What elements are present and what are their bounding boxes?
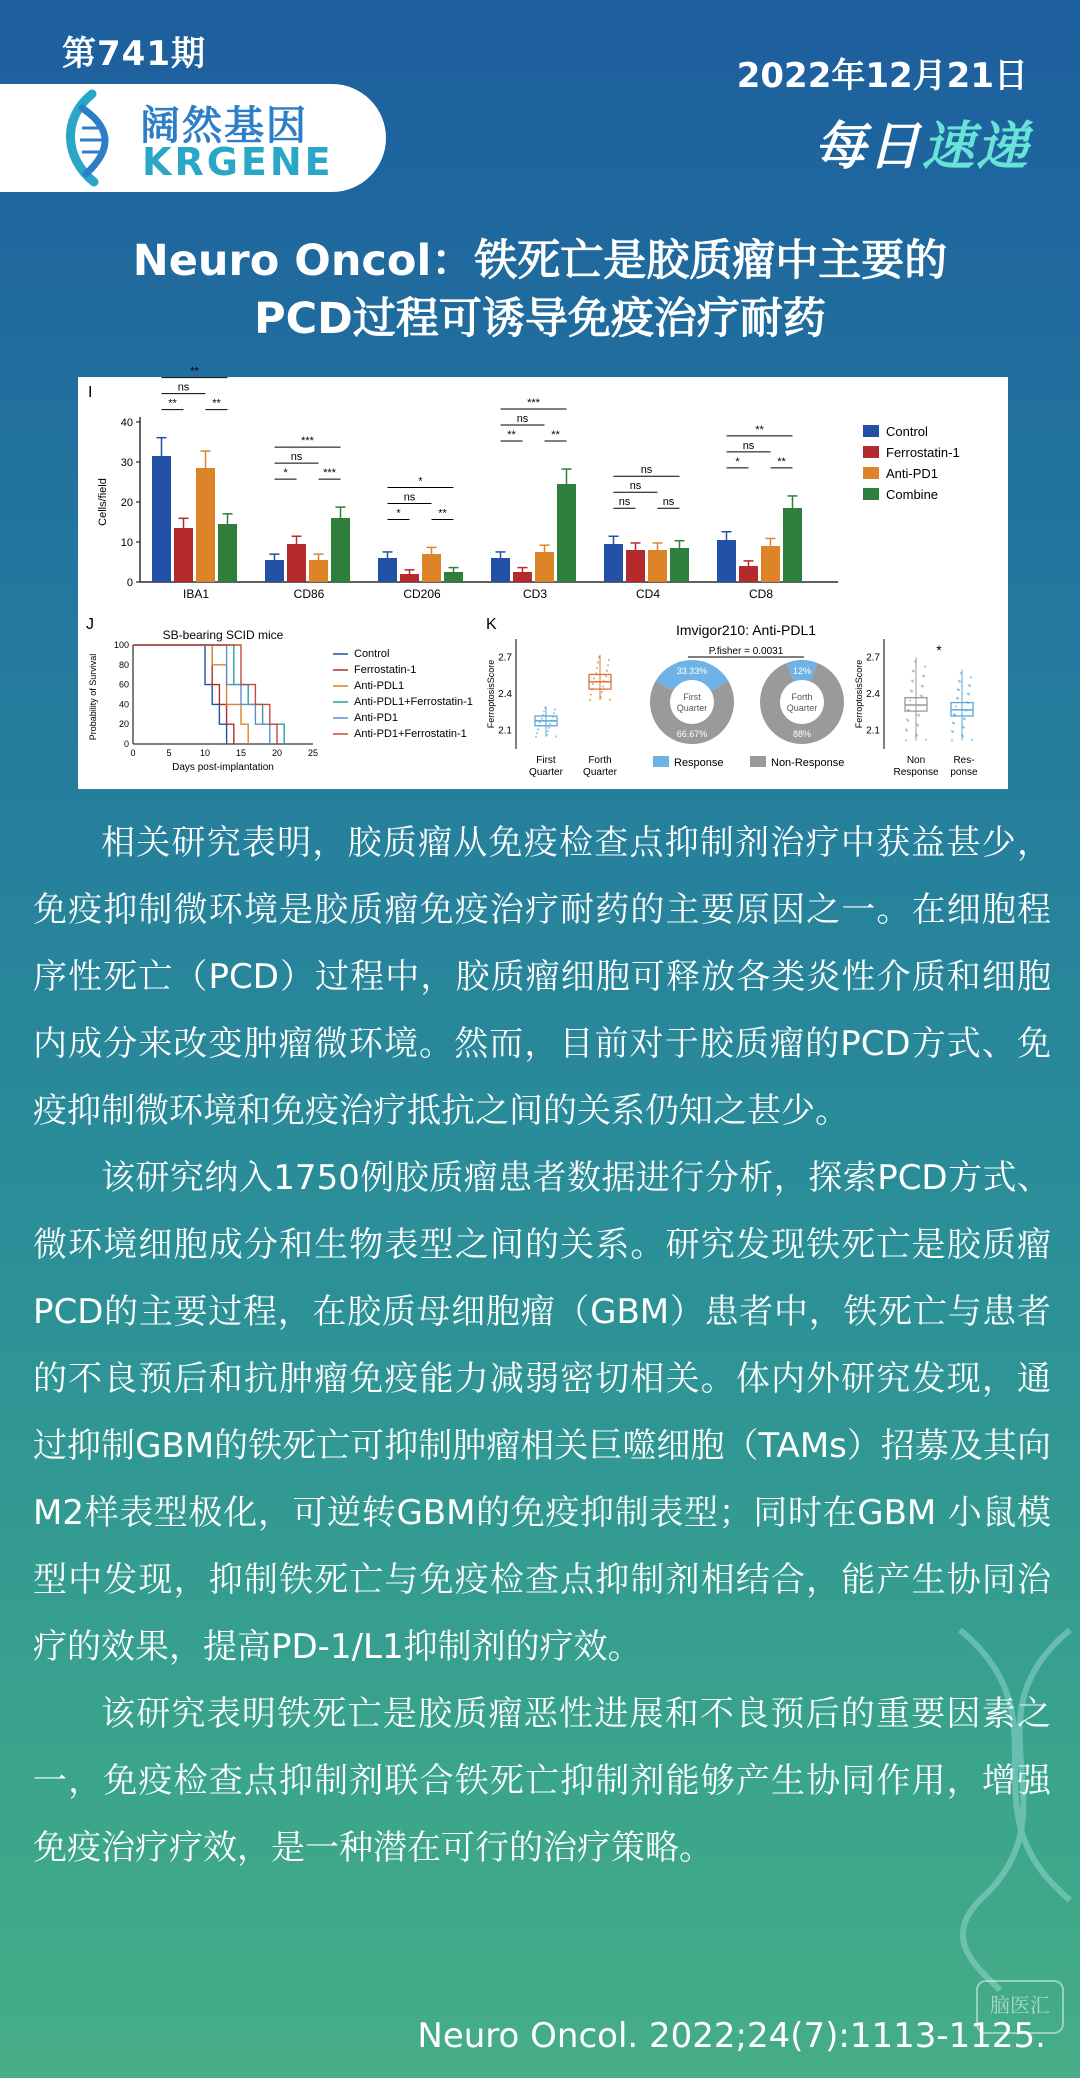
panel-i-significance-label: ** (438, 507, 447, 520)
daily-prefix: 每日 (813, 117, 922, 177)
panel-k-box-point (593, 677, 595, 679)
panel-k-box2-ytick-label: 2.4 (866, 689, 880, 700)
panel-k-box-point (544, 707, 546, 709)
panel-k-box-point (609, 699, 611, 701)
panel-i-bar (717, 540, 736, 582)
panel-k-box1-xlabel: Quarter (529, 767, 563, 778)
logo (0, 84, 386, 192)
article-title (0, 232, 1080, 348)
panel-i-significance-label: ** (755, 423, 764, 436)
panel-i-bar (557, 484, 576, 582)
panel-k-box-point (905, 729, 907, 731)
panel-k-box-point (600, 696, 602, 698)
watermark: 脑医汇 (976, 1980, 1064, 2034)
panel-i-ytick-label: 30 (120, 457, 133, 469)
panel-k-box-point (916, 724, 918, 726)
panel-k-box-point (921, 684, 923, 686)
panel-i-legend-label: Anti-PD1 (886, 466, 939, 481)
paragraph-1: 相关研究表明，胶质瘤从免疫检查点抑制剂治疗中获益甚少，免疫抑制微环境是胶质瘤免疫治疗耐药的主要原因之一。在细胞程序性死亡（PCD）过程中，胶质瘤细胞可释放各类炎性介质和细胞内成分来改变肿瘤微环境。然而，目前对于胶质瘤的PCD方式、免疫抑制微环境和免疫治疗抵抗之间的关系仍知之甚少。 (33, 823, 1051, 1131)
panel-i-bar (309, 560, 328, 582)
panel-k-pfisher: P.fisher = 0.0031 (708, 646, 784, 657)
panel-i-category-label: CD3 (522, 587, 548, 601)
panel-k-box-point (602, 685, 604, 687)
panel-i-significance-label: ** (507, 429, 516, 442)
panel-i-significance-label: * (283, 467, 288, 480)
issue-number: 第741期 (62, 34, 206, 74)
panel-k-box-point (962, 726, 964, 728)
panel-j-legend-label: Anti-PD1 (354, 712, 399, 724)
panel-k-legend-label: Response (674, 757, 724, 769)
panel-i-bar (761, 546, 780, 582)
panel-i-significance-label: ** (777, 455, 786, 468)
panel-k-box-point (915, 734, 917, 736)
figure-svg (78, 365, 1008, 789)
panel-k-box2-xlabel: Res- (953, 755, 975, 766)
panel-j-title: SB-bearing SCID mice (162, 628, 284, 642)
panel-k-box-point (537, 728, 539, 730)
panel-k-box-point (957, 688, 959, 690)
panel-k-title: Imvigor210: Anti-PDL1 (675, 622, 817, 638)
panel-k-box-point (924, 665, 926, 667)
panel-j-ytick-label: 40 (118, 699, 129, 710)
panel-j-survival-curve (133, 645, 248, 744)
panel-k-box-point (956, 697, 958, 699)
panel-j-ytick-label: 80 (118, 659, 129, 670)
panel-i-legend-label: Control (886, 424, 928, 439)
panel-i-label: I (88, 384, 93, 401)
panel-i-ytick-label: 40 (120, 417, 133, 429)
logo-chinese: 阔然基因 (140, 103, 308, 149)
panel-i-category-label: CD86 (293, 587, 325, 601)
daily-brief-badge (814, 104, 1030, 179)
panel-k-box-point (911, 680, 913, 682)
panel-k-legend-label: Non-Response (771, 757, 845, 769)
panel-i-ylabel: Cells/field (97, 478, 109, 526)
panel-k-box-point (589, 699, 591, 701)
panel-i-legend-label: Ferrostatin-1 (886, 445, 960, 460)
panel-i-bar (331, 518, 350, 582)
panel-k-box-point (955, 705, 957, 707)
panel-i-bar (491, 558, 510, 582)
panel-k-box-point (968, 684, 970, 686)
panel-j-xtick-label: 20 (271, 748, 283, 758)
panel-k-box-point (958, 680, 960, 682)
panel-i-bar (444, 572, 463, 582)
panel-k-donut-forth-response-label: 12% (792, 666, 812, 676)
panel-k-box2-xlabel: Non (906, 755, 926, 766)
panel-k-box-point (951, 730, 953, 732)
panel-k-label: K (486, 616, 497, 633)
panel-k-box-point (591, 688, 593, 690)
panel-k-box-point (920, 694, 922, 696)
title-line-1: Neuro Oncol：铁死亡是胶质瘤中主要的 (132, 236, 948, 286)
panel-k-donut-forth-nonresponse-label: 88% (792, 729, 812, 739)
daily-highlight: 速递 (921, 117, 1030, 177)
panel-k-box-point (970, 676, 972, 678)
panel-i-bar (783, 508, 802, 582)
panel-k-box-point (549, 723, 551, 725)
panel-i-ytick-label: 20 (120, 497, 133, 509)
panel-k-box-point (598, 656, 600, 658)
panel-j-survival-curve (133, 645, 234, 744)
panel-i-bar (535, 552, 554, 582)
panel-k-box-point (922, 675, 924, 677)
dna-helix-decoration (920, 1630, 1080, 1990)
panel-i-significance-label: * (418, 475, 423, 488)
panel-i-significance-label: ** (168, 397, 177, 410)
panel-k-box-point (608, 659, 610, 661)
panel-j-xlabel: Days post-implantation (172, 762, 274, 773)
panel-i-legend-swatch (863, 446, 879, 458)
panel-i-bar (648, 550, 667, 582)
panel-k-box-point (965, 710, 967, 712)
panel-k-box-point (548, 727, 550, 729)
panel-k-donut-forth-center-label: Quarter (786, 703, 818, 713)
panel-k-box-point (960, 672, 962, 674)
panel-k-box-point (914, 660, 916, 662)
panel-k-box-point (910, 689, 912, 691)
panel-i-legend-swatch (863, 425, 879, 437)
panel-i-bar (287, 544, 306, 582)
panel-k-donut-first-center-label: Quarter (676, 703, 708, 713)
panel-i-bar (196, 468, 215, 582)
panel-k-box-point (907, 709, 909, 711)
research-figure (78, 365, 1008, 789)
panel-j-ytick-label: 0 (123, 739, 129, 749)
panel-k-box-point (546, 734, 548, 736)
panel-k-box-point (967, 693, 969, 695)
panel-i-bar (626, 550, 645, 582)
panel-k-box-point (909, 699, 911, 701)
panel-k-box1-xlabel: Forth (588, 755, 612, 766)
panel-i-bar (152, 456, 171, 582)
panel-i-significance-label: ** (190, 365, 199, 378)
panel-k-box-point (919, 704, 921, 706)
panel-k-box-point (607, 664, 609, 666)
panel-i-significance-label: ** (212, 397, 221, 410)
panel-k-box-point (541, 718, 543, 720)
panel-k-box-point (536, 732, 538, 734)
panel-j-legend-label: Anti-PDL1 (354, 680, 405, 692)
panel-k-box1-xlabel: First (536, 755, 556, 766)
panel-j-ylabel: Probability of Survival (88, 653, 98, 741)
publish-date: 2022年12月21日 (736, 56, 1028, 96)
panel-k-box-point (535, 736, 537, 738)
panel-k-box-point (963, 717, 965, 719)
panel-i-ytick-label: 10 (120, 537, 133, 549)
panel-k-box-point (925, 739, 927, 741)
panel-j-label: J (86, 616, 94, 633)
panel-k-box-point (552, 716, 554, 718)
panel-i-significance-label: * (396, 507, 401, 520)
panel-k-box1-ytick-label: 2.1 (498, 725, 512, 737)
panel-i-significance-label: ns (742, 439, 755, 452)
panel-j-xtick-label: 25 (307, 748, 319, 758)
panel-k-box-point (596, 667, 598, 669)
panel-i-significance-label: ns (177, 381, 190, 394)
panel-k-box-point (961, 734, 963, 736)
panel-k-box1-ylabel: FerroptosisScore (486, 659, 496, 729)
panel-j-legend-label: Anti-PDL1+Ferrostatin-1 (354, 696, 473, 708)
panel-i-significance-label: *** (301, 435, 314, 448)
panel-k-box-point (603, 680, 605, 682)
panel-k-box-point (590, 694, 592, 696)
panel-k-box-point (538, 725, 540, 727)
panel-k-box2-xlabel: Response (893, 767, 939, 778)
panel-i-legend-swatch (863, 488, 879, 500)
panel-i-bar (739, 566, 758, 582)
citation: Neuro Oncol. 2022;24(7):1113-1125. (417, 2016, 1046, 2056)
panel-j-xtick-label: 5 (166, 748, 172, 758)
panel-i-significance-label: ns (629, 480, 642, 493)
paragraph-3: 该研究表明铁死亡是胶质瘤恶性进展和不良预后的重要因素之一，免疫检查点抑制剂联合铁死亡抑制剂能够产生协同作用，增强免疫治疗疗效，是一种潜在可行的治疗策略。 (33, 1694, 1051, 1868)
panel-j-ytick-label: 20 (118, 719, 129, 730)
panel-k-legend-swatch (750, 756, 766, 767)
panel-k-box-point (606, 670, 608, 672)
panel-k-box-point (971, 739, 973, 741)
panel-k-box-point (547, 730, 549, 732)
panel-i-significance-label: *** (323, 467, 336, 480)
panel-k-box-point (951, 739, 953, 741)
panel-i-category-label: CD4 (635, 587, 661, 601)
panel-k-box-point (912, 670, 914, 672)
panel-k-donut-first-nonresponse-label: 66.67% (676, 729, 708, 739)
logo-english: KRGENE (142, 140, 334, 184)
panel-k-box1-xlabel: Quarter (583, 767, 617, 778)
panel-i-significance-label: * (735, 455, 740, 468)
panel-k-box-point (553, 712, 555, 714)
panel-i-significance-label: ns (516, 413, 529, 426)
panel-j-xtick-label: 15 (235, 748, 247, 758)
panel-i-bar (422, 554, 441, 582)
article-body (33, 810, 1051, 1882)
panel-k-box-point (543, 710, 545, 712)
panel-k-box-point (952, 722, 954, 724)
panel-i-bar (513, 572, 532, 582)
panel-j-ytick-label: 100 (113, 640, 129, 650)
panel-j-survival-curve (133, 645, 284, 744)
panel-i-significance-label: ** (551, 429, 560, 442)
panel-k-box-point (554, 708, 556, 710)
panel-k-donut-forth-center-label: Forth (791, 692, 813, 702)
panel-i-bar (174, 528, 193, 582)
panel-k-box-point (905, 739, 907, 741)
panel-k-box-point (966, 701, 968, 703)
panel-k-box-point (539, 721, 541, 723)
panel-j-legend-label: Ferrostatin-1 (354, 664, 417, 676)
panel-k-box-point (601, 691, 603, 693)
panel-k-box-point (595, 672, 597, 674)
panel-k-box-point (542, 714, 544, 716)
panel-k-donut-first-response-label: 33.33% (676, 666, 708, 676)
panel-i-bar (670, 548, 689, 582)
panel-i-bar (400, 574, 419, 582)
panel-i-legend-label: Combine (886, 487, 939, 502)
panel-k-box-point (551, 719, 553, 721)
panel-j-xtick-label: 10 (199, 748, 211, 758)
panel-k-box-point (597, 661, 599, 663)
panel-k-legend-swatch (653, 756, 669, 767)
panel-i-category-label: IBA1 (182, 587, 210, 601)
panel-i-bar (265, 560, 284, 582)
panel-i-significance-label: ns (662, 496, 675, 509)
panel-i-significance-label: ns (290, 451, 303, 464)
panel-j-legend-label: Anti-PD1+Ferrostatin-1 (354, 728, 467, 740)
panel-i-significance-label: ns (640, 464, 653, 477)
panel-k-donut-first-center-label: First (683, 692, 701, 702)
panel-k-box2-ytick-label: 2.1 (866, 725, 880, 737)
title-line-2: PCD过程可诱导免疫治疗耐药 (254, 294, 826, 344)
dna-logo-icon (52, 88, 134, 188)
panel-j-legend-label: Control (354, 648, 390, 660)
panel-k-box2-xlabel: ponse (950, 767, 978, 778)
panel-k-box1-ytick-label: 2.4 (498, 689, 512, 700)
panel-i-ytick-label: 0 (126, 577, 133, 589)
panel-i-significance-label: ns (618, 496, 631, 509)
panel-i-bar (604, 544, 623, 582)
panel-j-survival-curve (133, 645, 270, 744)
panel-i-significance-label: ns (403, 491, 416, 504)
panel-i-bar (378, 558, 397, 582)
paragraph-2: 该研究纳入1750例胶质瘤患者数据进行分析，探索PCD方式、微环境细胞成分和生物表型之间的关系。研究发现铁死亡是胶质瘤PCD的主要过程，在胶质母细胞瘤（GBM）患者中，铁死亡与患者的不良预后和抗肿瘤免疫能力减弱密切相关。体内外研究发现，通过抑制GBM的铁死亡可抑制肿瘤相关巨噬细胞（TAMs）招募及其向M2样表型极化，可逆转GBM的免疫抑制表型；同时在GBM 小鼠模型中发现，抑制铁死亡与免疫检查点抑制剂相结合，能产生协同治疗的效果，提高PD-1/L1抑制剂的疗效。 (33, 1158, 1051, 1667)
panel-j-xtick-label: 0 (130, 748, 136, 758)
panel-i-category-label: CD8 (748, 587, 774, 601)
panel-k-box2-ylabel: FerroptosisScore (854, 659, 864, 729)
panel-i-category-label: CD206 (403, 587, 441, 601)
panel-j-ytick-label: 60 (118, 679, 129, 690)
panel-k-box2-significance: * (936, 642, 942, 658)
panel-k-box-point (555, 735, 557, 737)
panel-k-box-point (953, 713, 955, 715)
panel-k-box2-ytick-label: 2.7 (866, 652, 880, 664)
panel-i-significance-label: *** (527, 397, 540, 410)
panel-k-box-point (592, 683, 594, 685)
panel-i-bar (218, 524, 237, 582)
panel-k-box-point (906, 719, 908, 721)
panel-k-box-point (917, 714, 919, 716)
panel-k-box-point (605, 675, 607, 677)
panel-i-legend-swatch (863, 467, 879, 479)
panel-k-box1-ytick-label: 2.7 (498, 652, 512, 664)
